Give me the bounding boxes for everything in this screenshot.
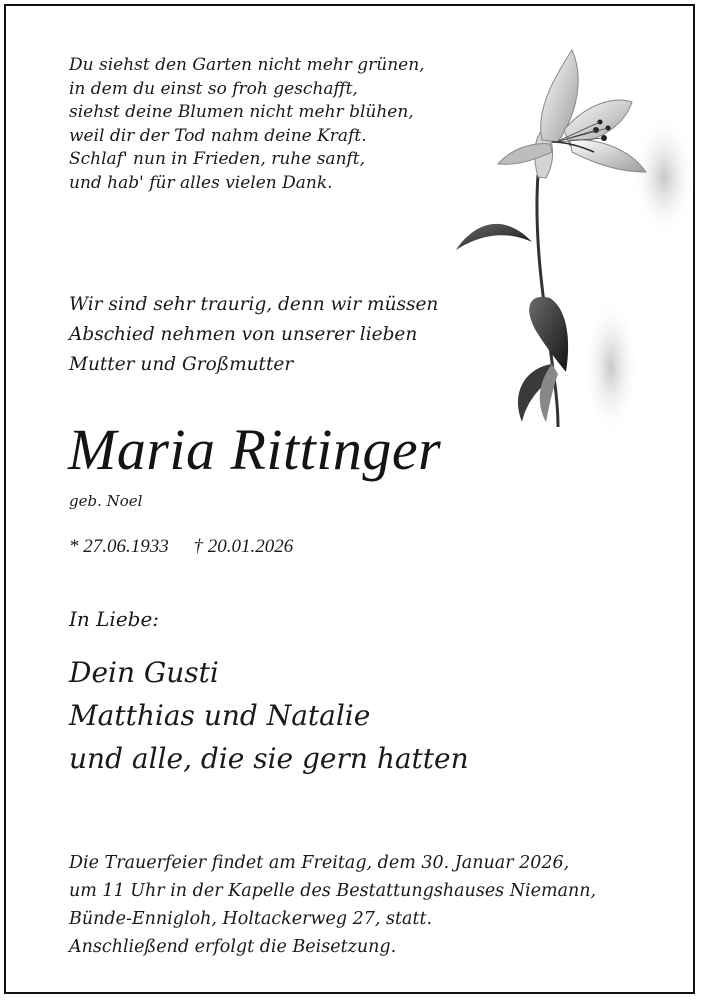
mourner: Dein Gusti bbox=[69, 656, 219, 689]
service-line: Die Trauerfeier findet am Freitag, dem 30. Januar 2026, bbox=[69, 853, 570, 873]
intro-line: Mutter und Großmutter bbox=[69, 354, 294, 375]
mourner: und alle, die sie gern hatten bbox=[69, 742, 469, 775]
poem-line: siehst deine Blumen nicht mehr blühen, bbox=[69, 102, 414, 122]
service-line: Anschließend erfolgt die Beisetzung. bbox=[69, 937, 397, 957]
intro-text bbox=[69, 290, 438, 380]
mourner: Matthias und Natalie bbox=[69, 699, 371, 732]
funeral-service-info bbox=[69, 849, 596, 961]
poem-line: Schlaf' nun in Frieden, ruhe sanft, bbox=[69, 149, 366, 169]
poem-line: Du siehst den Garten nicht mehr grünen, bbox=[69, 55, 425, 75]
intro-line: Abschied nehmen von unserer lieben bbox=[69, 324, 418, 345]
deceased-name: Maria Rittinger bbox=[68, 417, 442, 482]
poem-line: und hab' für alles vielen Dank. bbox=[69, 172, 333, 193]
birth-name: geb. Noel bbox=[69, 492, 143, 510]
service-line: um 11 Uhr in der Kapelle des Bestattungshauses Niemann, bbox=[69, 881, 597, 901]
intro-line: Wir sind sehr traurig, denn wir müssen bbox=[69, 294, 439, 315]
in-love-label: In Liebe: bbox=[69, 607, 160, 631]
mourners-list bbox=[69, 651, 469, 780]
poem-line: weil dir der Tod nahm deine Kraft. bbox=[69, 125, 367, 146]
poem-line: in dem du einst so froh geschafft, bbox=[69, 78, 358, 99]
poem bbox=[69, 54, 425, 195]
birth-date: * 27.06.1933 bbox=[69, 536, 169, 557]
service-line: Bünde-Ennigloh, Holtackerweg 27, statt. bbox=[69, 909, 433, 929]
death-date: † 20.01.2026 bbox=[193, 536, 294, 557]
obituary-card bbox=[4, 4, 695, 994]
lily-flower-icon bbox=[446, 42, 696, 437]
life-dates bbox=[69, 536, 313, 558]
